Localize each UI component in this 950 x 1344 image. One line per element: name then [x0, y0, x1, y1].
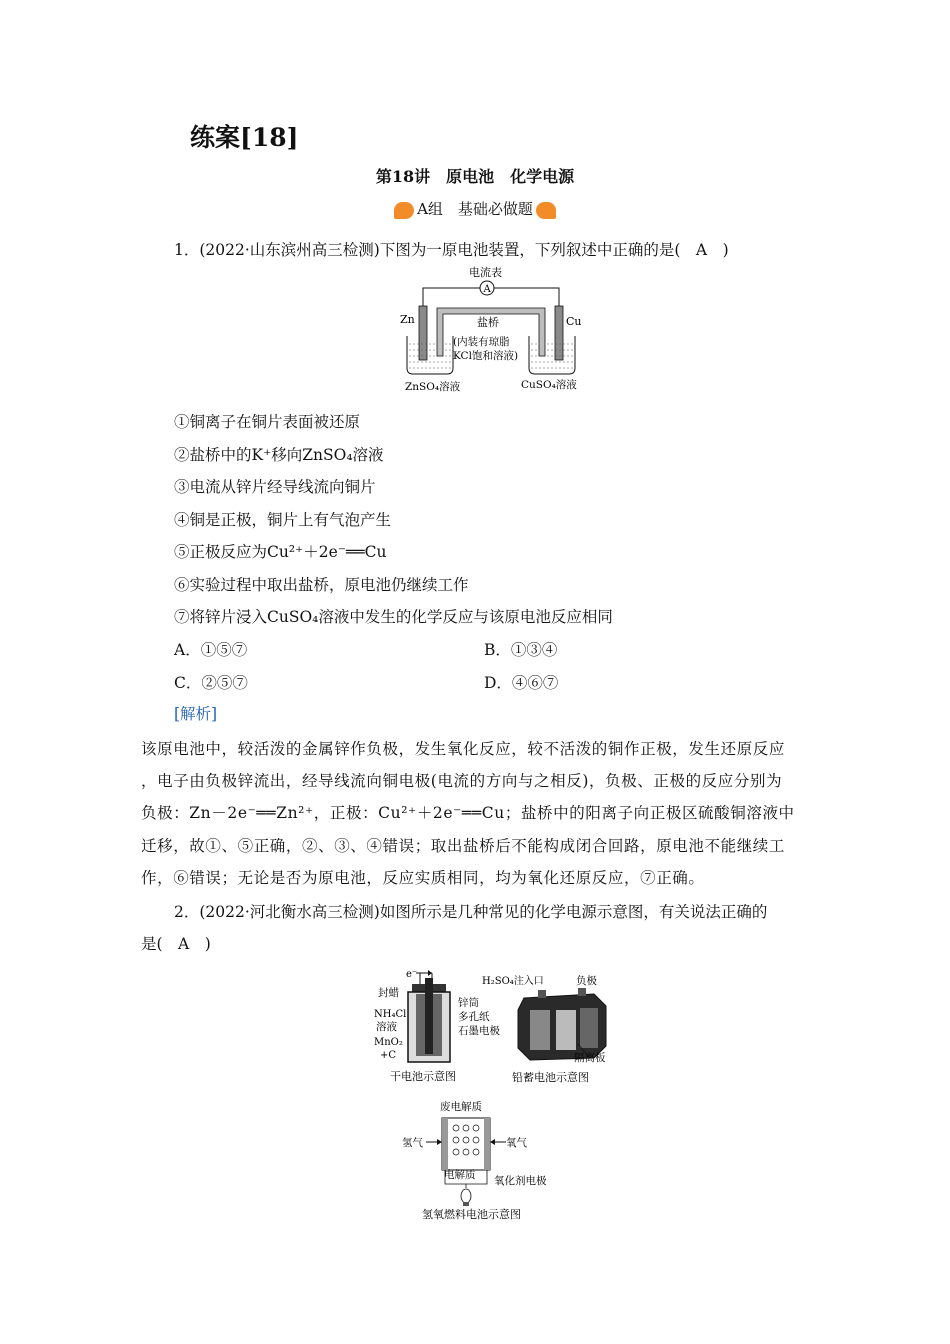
statement-6: ⑥实验过程中取出盐桥，原电池仍继续工作 [174, 576, 469, 594]
separator-label: 隔离板 [574, 1052, 606, 1064]
zinc-label: 锌筒 [458, 997, 479, 1009]
analysis-line-3: 负极：Zn－2e⁻══Zn²⁺，正极：Cu²⁺＋2e⁻══Cu；盐桥中的阳离子向正极区硫酸铜溶液中 [141, 804, 795, 822]
option-c: C．②⑤⑦ [174, 674, 248, 692]
electron-arrowhead-icon [428, 970, 432, 976]
lecture-heading: 第18讲 原电池 化学电源 [375, 167, 575, 186]
electron-label: e⁻ [406, 969, 418, 980]
left-wire [423, 288, 480, 306]
fuel-cell-caption: 氢氧燃料电池示意图 [422, 1208, 521, 1221]
bridge-note-1: (内装有琼脂 [453, 336, 510, 348]
hydrogen-arrow-icon [437, 1139, 442, 1145]
analysis-line-4: 迁移，故①、⑤正确，②、③、④错误；取出盐桥后不能构成闭合回路，原电池不能继续工 [141, 837, 786, 855]
hydrogen-label: 氢气 [402, 1137, 423, 1149]
ammeter-label: 电流表 [469, 266, 502, 279]
statement-2: ②盐桥中的K⁺移向ZnSO₄溶液 [174, 446, 384, 464]
cuso4-label: CuSO₄溶液 [521, 379, 577, 391]
graphite-label: 石墨电极 [458, 1025, 500, 1037]
analysis-line-1: 该原电池中，较活泼的金属锌作负极，发生氧化反应，较不活泼的铜作正极，发生还原反应 [141, 740, 786, 758]
statement-7: ⑦将锌片浸入CuSO₄溶液中发生的化学反应与该原电池反应相同 [174, 608, 613, 626]
dry-cell-caption: 干电池示意图 [390, 1070, 456, 1083]
battery-plates-3 [580, 1008, 598, 1048]
option-b: B．①③④ [484, 641, 558, 659]
zn-label: Zn [400, 313, 415, 326]
statement-4: ④铜是正极，铜片上有气泡产生 [174, 511, 392, 529]
terminal-icon [578, 988, 586, 996]
oxygen-label: 氧气 [506, 1137, 527, 1149]
q2-stem-1: 2．(2022·河北衡水高三检测)如图所示是几种常见的化学电源示意图，有关说法正确的 [174, 903, 768, 921]
fuel-cell-figure [396, 1096, 576, 1226]
analysis-line-2: ，电子由负极锌流出，经导线流向铜电极(电流的方向与之相反)，负极、正极的反应分别为 [141, 772, 783, 790]
inlet-label: H₂SO₄注入口 [482, 976, 544, 987]
wax-label: 封蜡 [378, 987, 399, 999]
option-d: D．④⑥⑦ [484, 674, 559, 692]
right-wire [494, 288, 559, 306]
lead-battery-figure [478, 966, 628, 1088]
group-label: A组 基础必做题 [417, 200, 533, 218]
cu-electrode [555, 306, 563, 360]
group-heading [0, 198, 950, 219]
battery-plates-1 [530, 1010, 550, 1050]
statement-3: ③电流从锌片经导线流向铜片 [174, 478, 376, 496]
negative-label: 负极 [576, 975, 597, 987]
galvanic-cell-figure [395, 264, 595, 398]
battery-plates-2 [556, 1010, 576, 1050]
nh4cl-label-1: NH₄Cl [374, 1009, 407, 1020]
salt-bridge-label: 盐桥 [477, 316, 499, 329]
q1-stem: 1．(2022·山东滨州高三检测)下图为一原电池装置，下列叙述中正确的是( A ) [174, 241, 729, 259]
quote-close-icon [536, 202, 556, 219]
quote-open-icon [394, 202, 414, 219]
nh4cl-label-2: 溶液 [376, 1021, 397, 1033]
znso4-label: ZnSO₄溶液 [405, 381, 461, 393]
oxidant-electrode-label: 氧化剂电极 [494, 1175, 547, 1187]
paper-label: 多孔纸 [458, 1011, 490, 1023]
electrolyte-label: 电解质 [444, 1169, 476, 1181]
q2-stem-2: 是( A ) [141, 935, 211, 953]
bridge-note-2: KCl饱和溶液) [453, 350, 519, 362]
statement-1: ①铜离子在铜片表面被还原 [174, 413, 361, 431]
mno2-label-2: +C [380, 1050, 397, 1061]
inlet-cap-icon [538, 990, 546, 998]
lead-battery-caption: 铅蓄电池示意图 [512, 1071, 589, 1084]
ammeter-symbol: A [483, 284, 491, 295]
cathode-plate [484, 1118, 490, 1170]
analysis-label: [解析] [174, 705, 218, 723]
mno2-label-1: MnO₂ [374, 1037, 403, 1048]
light-bulb-icon [461, 1189, 471, 1203]
zn-electrode [419, 306, 427, 360]
analysis-line-5: 作，⑥错误；无论是否为原电池，反应实质相同，均为氧化还原反应，⑦正确。 [141, 869, 705, 887]
anode-plate [442, 1118, 448, 1170]
graphite-rod [425, 978, 433, 1054]
cu-label: Cu [566, 315, 582, 328]
fuel-cell-body [442, 1118, 490, 1170]
oxygen-arrow-icon [490, 1139, 495, 1145]
right-solution-lines [531, 344, 573, 368]
page-title: 练案[18] [190, 123, 299, 152]
waste-electrolyte-label: 废电解质 [440, 1101, 482, 1113]
left-solution-lines [409, 344, 451, 368]
statement-5: ⑤正极反应为Cu²⁺＋2e⁻══Cu [174, 543, 387, 561]
option-a: A．①⑤⑦ [174, 641, 248, 659]
